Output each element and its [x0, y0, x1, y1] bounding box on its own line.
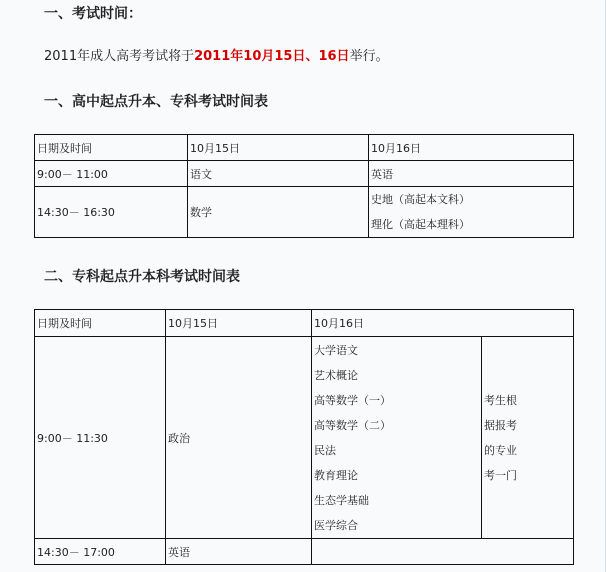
subject-cell: 数学	[188, 187, 369, 238]
subject-item: 高等数学（二）	[314, 418, 391, 432]
note-line: 考一门	[484, 468, 517, 482]
subject-cell	[312, 539, 574, 565]
time-cell: 9:00－ 11:00	[35, 161, 188, 187]
header-cell: 10月15日	[166, 310, 312, 337]
subject-item: 生态学基础	[314, 493, 369, 507]
section1-title: 一、高中起点升本、专科考试时间表	[44, 94, 268, 110]
header-cell: 日期及时间	[35, 310, 166, 337]
exam-date-statement	[44, 47, 389, 67]
header-cell: 10月16日	[369, 135, 574, 161]
subject-item: 史地（高起本文科）	[371, 193, 470, 206]
subject-list-cell	[369, 187, 574, 238]
subject-cell: 语文	[188, 161, 369, 187]
subject-cell: 英语	[166, 539, 312, 565]
subject-item: 教育理论	[314, 468, 358, 482]
note-line: 据报考	[484, 418, 517, 432]
table-row	[35, 337, 574, 539]
time-cell: 9:00－ 11:30	[35, 337, 166, 539]
table-row	[35, 539, 574, 565]
section1-schedule-table	[34, 134, 574, 238]
table-header-row	[35, 310, 574, 337]
section2-schedule-table	[34, 309, 574, 565]
table-header-row	[35, 135, 574, 161]
subject-item: 高等数学（一）	[314, 393, 391, 407]
header-cell: 10月16日	[312, 310, 574, 337]
header-cell: 日期及时间	[35, 135, 188, 161]
subject-item: 民法	[314, 443, 336, 457]
subject-list-cell	[312, 337, 482, 539]
subject-item: 大学语文	[314, 343, 358, 357]
note-line: 的专业	[484, 443, 517, 457]
note-cell	[482, 337, 574, 539]
subject-item: 理化（高起本理科）	[371, 218, 470, 231]
intro-prefix: 2011年成人高考考试将于	[44, 49, 195, 64]
subject-cell: 英语	[369, 161, 574, 187]
exam-time-heading: 一、考试时间：	[44, 6, 142, 22]
exam-date-highlight: 2011年10月15日、16日	[194, 49, 350, 64]
table-row	[35, 187, 574, 238]
intro-suffix: 举行。	[349, 49, 389, 64]
subject-item: 艺术概论	[314, 368, 358, 382]
time-cell: 14:30－ 16:30	[35, 187, 188, 238]
header-cell: 10月15日	[188, 135, 369, 161]
subject-cell: 政治	[166, 337, 312, 539]
subject-item: 医学综合	[314, 518, 358, 532]
section2-title: 二、专科起点升本科考试时间表	[44, 269, 240, 285]
table-row	[35, 161, 574, 187]
time-cell: 14:30－ 17:00	[35, 539, 166, 565]
note-line: 考生根	[484, 393, 517, 407]
